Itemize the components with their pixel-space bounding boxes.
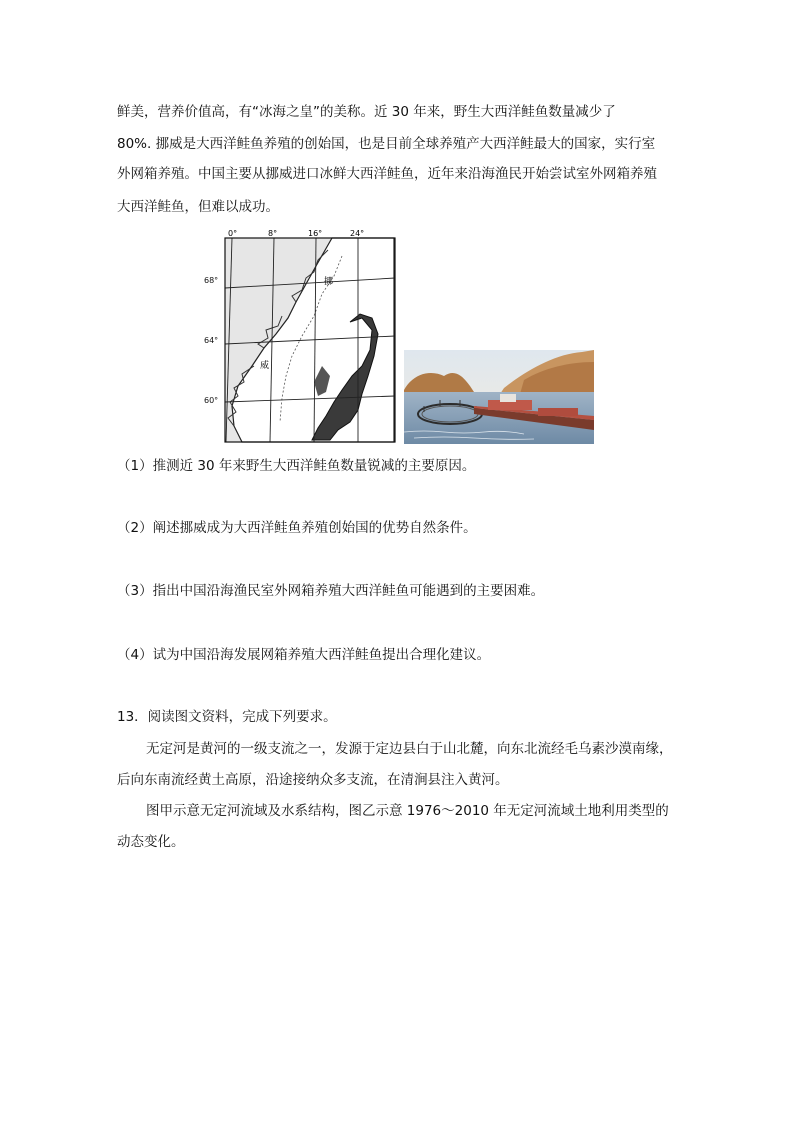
norway-map-figure bbox=[222, 226, 402, 444]
intro-line-4: 大西洋鲑鱼，但难以成功。 bbox=[117, 199, 279, 215]
question-1: （1）推测近 30 年来野生大西洋鲑鱼数量锐减的主要原因。 bbox=[117, 458, 476, 474]
intro-line-2: 80%. 挪威是大西洋鲑鱼养殖的创始国，也是目前全球养殖产大西洋鲑最大的国家，实行室 bbox=[117, 136, 656, 152]
q13-para1-line2: 后向东南流经黄土高原，沿途接纳众多支流，在清涧县注入黄河。 bbox=[117, 772, 509, 788]
lat-label-68-outer: 68° bbox=[204, 276, 219, 285]
map-char-nuo: 挪 bbox=[324, 277, 334, 287]
lon-label-24: 24° bbox=[350, 229, 365, 238]
norway-map bbox=[222, 226, 402, 444]
map-char-wei: 威 bbox=[260, 361, 270, 371]
question-3: （3）指出中国沿海渔民室外网箱养殖大西洋鲑鱼可能遇到的主要困难。 bbox=[117, 583, 545, 599]
intro-line-1: 鲜美，营养价值高，有“冰海之皇”的美称。近 30 年来，野生大西洋鲑鱼数量减少了 bbox=[117, 104, 616, 120]
question-2: （2）阐述挪威成为大西洋鲑鱼养殖创始国的优势自然条件。 bbox=[117, 520, 477, 536]
question-4: （4）试为中国沿海发展网箱养殖大西洋鲑鱼提出合理化建议。 bbox=[117, 647, 491, 663]
lat-label-60-outer: 60° bbox=[204, 396, 219, 405]
lon-label-0: 0° bbox=[228, 229, 238, 238]
intro-line-3: 外网箱养殖。中国主要从挪威进口冰鲜大西洋鲑鱼，近年来沿海渔民开始尝试室外网箱养殖 bbox=[117, 166, 657, 182]
q13-para2-line1: 图甲示意无定河流域及水系结构，图乙示意 1976～2010 年无定河流域土地利用类型的 bbox=[146, 803, 669, 819]
fish-farm-illustration bbox=[404, 350, 594, 444]
question13-heading: 13．阅读图文资料，完成下列要求。 bbox=[117, 709, 337, 725]
lon-label-8: 8° bbox=[268, 229, 278, 238]
lat-label-64-outer: 64° bbox=[204, 336, 219, 345]
lon-label-16: 16° bbox=[308, 229, 323, 238]
q13-para1-line1: 无定河是黄河的一级支流之一，发源于定边县白于山北麓，向东北流经毛乌素沙漠南缘， bbox=[146, 741, 673, 757]
fish-farm-photo bbox=[404, 350, 594, 444]
q13-para2-line2: 动态变化。 bbox=[117, 834, 185, 850]
